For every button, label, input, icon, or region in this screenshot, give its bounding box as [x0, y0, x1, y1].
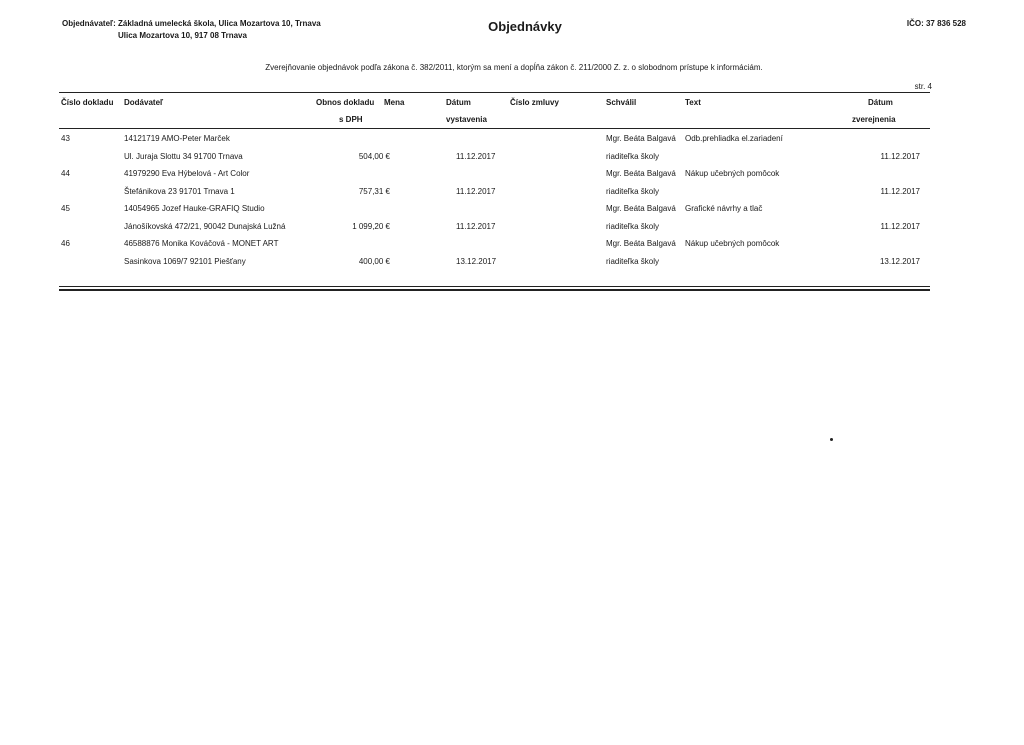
row-issued: 11.12.2017: [456, 187, 496, 196]
col-contract: Číslo zmluvy: [510, 98, 559, 107]
col-approved: Schválil: [606, 98, 637, 107]
row-approver-role: riaditeľka školy: [606, 152, 660, 161]
row-published: 11.12.2017: [880, 152, 920, 161]
col-supplier: Dodávateľ: [124, 98, 164, 107]
row-supplier: 14121719 AMO-Peter Marček: [124, 134, 230, 143]
row-supplier-address: Jánošíkovská 472/21, 90042 Dunajská Lužná: [124, 222, 286, 231]
row-text: Nákup učebných pomôcok: [685, 239, 780, 248]
row-approver-role: riaditeľka školy: [606, 257, 660, 266]
table-top-rule: [59, 92, 930, 93]
row-text: Odb.prehliadka el.zariadení: [685, 134, 783, 143]
row-supplier-address: Štefánikova 23 91701 Trnava 1: [124, 187, 235, 196]
row-supplier-address: Ul. Juraja Slottu 34 91700 Trnava: [124, 152, 243, 161]
orderer-line-1: Objednávateľ: Základná umelecká škola, Ulica Mozartova 10, Trnava: [62, 19, 321, 28]
row-amount: 1 099,20 €: [352, 222, 390, 231]
table-bottom-rule: [59, 286, 930, 287]
row-issued: 13.12.2017: [456, 257, 497, 266]
row-doc-no: 44: [61, 169, 70, 178]
row-doc-no: 43: [61, 134, 70, 143]
row-approver: Mgr. Beáta Balgavá: [606, 239, 676, 248]
row-amount: 757,31 €: [358, 187, 390, 196]
col-text: Text: [685, 98, 701, 107]
page-title: Objednávky: [488, 19, 562, 34]
row-text: Grafické návrhy a tlač: [685, 204, 763, 213]
orderer-line-2: Ulica Mozartova 10, 917 08 Trnava: [118, 31, 247, 40]
row-amount: 400,00 €: [358, 257, 390, 266]
row-approver: Mgr. Beáta Balgavá: [606, 134, 676, 143]
row-published: 11.12.2017: [880, 187, 920, 196]
page-number: str. 4: [914, 82, 932, 91]
legal-notice: Zverejňovanie objednávok podľa zákona č. 382/2011, ktorým sa mení a dopĺňa zákon č. 211/2000 Z. z. o slobodnom prístupe k informáciám.: [265, 63, 763, 72]
ico-number: IČO: 37 836 528: [906, 19, 966, 28]
row-approver-role: riaditeľka školy: [606, 187, 660, 196]
row-text: Nákup učebných pomôcok: [685, 169, 780, 178]
col-amount: Obnos dokladu: [316, 98, 375, 107]
row-published: 13.12.2017: [879, 257, 920, 266]
row-published: 11.12.2017: [880, 222, 920, 231]
row-supplier-address: Sasinkova 1069/7 92101 Piešťany: [124, 257, 246, 266]
row-issued: 11.12.2017: [456, 152, 496, 161]
col-issued: Dátum: [446, 98, 471, 107]
row-supplier: 41979290 Eva Hýbelová - Art Color: [124, 169, 250, 178]
table-bottom-rule-2: [59, 289, 930, 291]
row-supplier: 14054965 Jozef Hauke-GRAFIQ Studio: [124, 204, 265, 213]
row-doc-no: 45: [61, 204, 70, 213]
row-approver: Mgr. Beáta Balgavá: [606, 204, 676, 213]
col-published-sub: zverejnenia: [852, 115, 896, 124]
scan-dot: [830, 438, 833, 441]
row-supplier: 46588876 Monika Kováčová - MONET ART: [124, 239, 279, 248]
row-approver-role: riaditeľka školy: [606, 222, 660, 231]
col-published: Dátum: [868, 98, 893, 107]
header-bottom-rule: [59, 128, 930, 129]
row-issued: 11.12.2017: [456, 222, 496, 231]
row-amount: 504,00 €: [358, 152, 390, 161]
col-currency: Mena: [384, 98, 405, 107]
col-amount-sub: s DPH: [339, 115, 363, 124]
row-doc-no: 46: [61, 239, 70, 248]
col-issued-sub: vystavenia: [446, 115, 487, 124]
row-approver: Mgr. Beáta Balgavá: [606, 169, 676, 178]
col-doc-no: Číslo dokladu: [61, 98, 114, 107]
